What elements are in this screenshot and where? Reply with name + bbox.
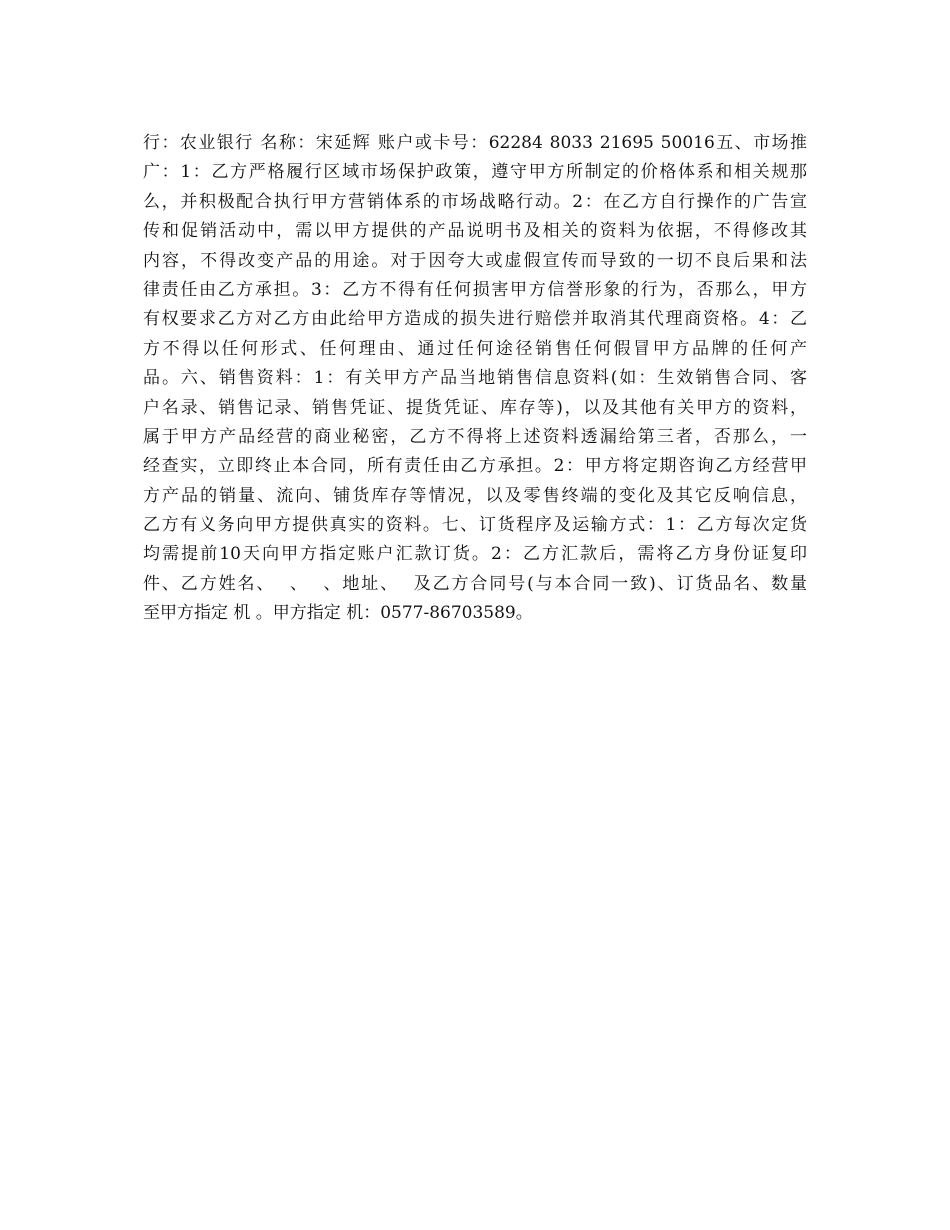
text-line-7: 有权要求乙方对乙方由此给甲方造成的损失进行赔偿并取消其代理商资格。4：乙: [143, 309, 807, 330]
text-line-1: 行：农业银行 名称：宋延辉 账户或卡号：62284 8033 21695 50016五、市场推: [143, 133, 807, 153]
text-line-12: 经查实，立即终止本合同，所有责任由乙方承担。2：甲方将定期咨询乙方经营甲: [143, 456, 807, 477]
text-line-15: 均需提前10天向甲方指定账户汇款订货。2：乙方汇款后，需将乙方身份证复印: [143, 544, 807, 565]
text-line-11: 属于甲方产品经营的商业秘密，乙方不得将上述资料透漏给第三者，否那么，一: [143, 426, 807, 447]
text-line-13: 方产品的销量、流向、铺货库存等情况，以及零售终端的变化及其它反响信息，: [143, 485, 807, 506]
text-line-5: 内容，不得改变产品的用途。对于因夸大或虚假宣传而导致的一切不良后果和法: [143, 250, 807, 271]
text-line-4: 传和促销活动中，需以甲方提供的产品说明书及相关的资料为依据，不得修改其: [143, 221, 807, 242]
text-line-8: 方不得以任何形式、任何理由、通过任何途径销售任何假冒甲方品牌的任何产: [143, 338, 807, 359]
text-line-2: 广：1：乙方严格履行区域市场保护政策，遵守甲方所制定的价格体系和相关规那: [143, 162, 807, 183]
text-line-9: 品。六、销售资料：1：有关甲方产品当地销售信息资料(如：生效销售合同、客: [143, 368, 807, 389]
text-line-17: 至甲方指定 机 。甲方指定 机：0577-86703589。: [143, 603, 533, 624]
text-line-3: 么，并积极配合执行甲方营销体系的市场战略行动。2：在乙方自行操作的广告宣: [143, 191, 807, 212]
text-line-6: 律责任由乙方承担。3：乙方不得有任何损害甲方信誉形象的行为，否那么，甲方: [143, 279, 807, 300]
text-line-14: 乙方有义务向甲方提供真实的资料。七、订货程序及运输方式：1：乙方每次定货: [143, 515, 807, 536]
text-line-16: 件、乙方姓名、 、 、地址、 及乙方合同号(与本合同一致)、订货品名、数量: [143, 573, 807, 594]
text-line-10: 户名录、销售记录、销售凭证、提货凭证、库存等)，以及其他有关甲方的资料，: [143, 397, 807, 418]
contract-body-text: [143, 129, 807, 629]
